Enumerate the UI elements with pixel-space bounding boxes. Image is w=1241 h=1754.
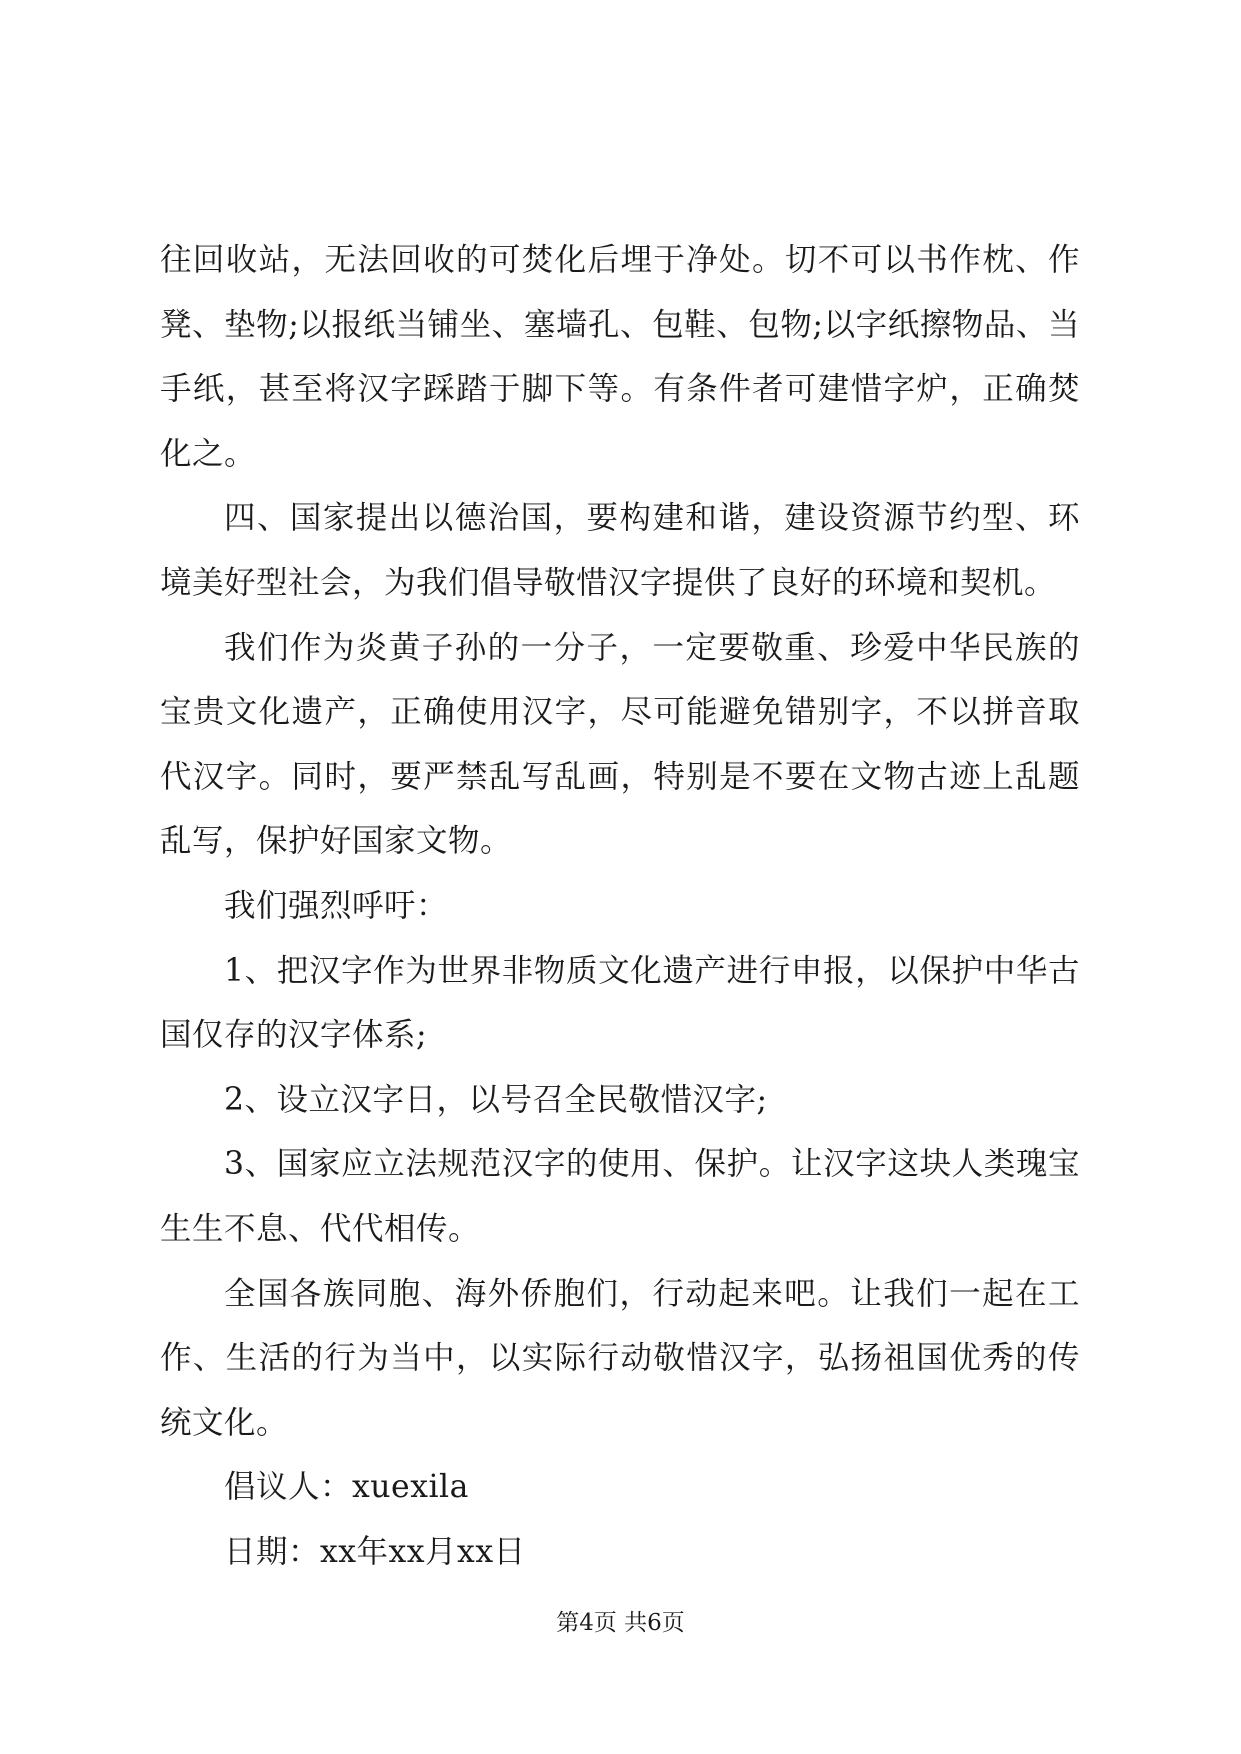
paragraph-statement: 我们作为炎黄子孙的一分子，一定要敬重、珍爱中华民族的宝贵文化遗产，正确使用汉字，尽可能避免错别字，不以拼音取代汉字。同时，要严禁乱写乱画，特别是不要在文物古迹上乱题乱写，保护好国家文物。 [160,629,1080,860]
date-line: 日期：xx年xx月xx日 [224,1533,526,1570]
paragraph-appeal-2: 2、设立汉字日，以号召全民敬惜汉字; [224,1081,768,1118]
paragraph-continuation: 往回收站，无法回收的可焚化后埋于净处。切不可以书作枕、作凳、垫物;以报纸当铺坐、塞墙孔、包鞋、包物;以字纸擦物品、当手纸，甚至将汉字踩踏于脚下等。有条件者可建惜字炉，正确焚化之。 [160,242,1080,472]
paragraph-appeal-3: 3、国家应立法规范汉字的使用、保护。让汉字这块人类瑰宝生生不息、代代相传。 [160,1146,1080,1247]
paragraph-item-four: 四、国家提出以德治国，要构建和谐，建设资源节约型、环境美好型社会，为我们倡导敬惜汉字提供了良好的环境和契机。 [160,500,1080,601]
document-body [160,228,1080,1584]
page-footer [0,1608,1241,1638]
page-number-label: 第4页 共6页 [556,1610,685,1636]
paragraph-call-to-action: 全国各族同胞、海外侨胞们，行动起来吧。让我们一起在工作、生活的行为当中，以实际行动敬惜汉字，弘扬祖国优秀的传统文化。 [160,1275,1080,1441]
paragraph-appeal-1: 1、把汉字作为世界非物质文化遗产进行申报，以保护中华古国仅存的汉字体系; [160,952,1080,1054]
paragraph-appeal-heading: 我们强烈呼吁： [224,887,449,924]
proposer-line: 倡议人：xuexila [224,1469,469,1506]
